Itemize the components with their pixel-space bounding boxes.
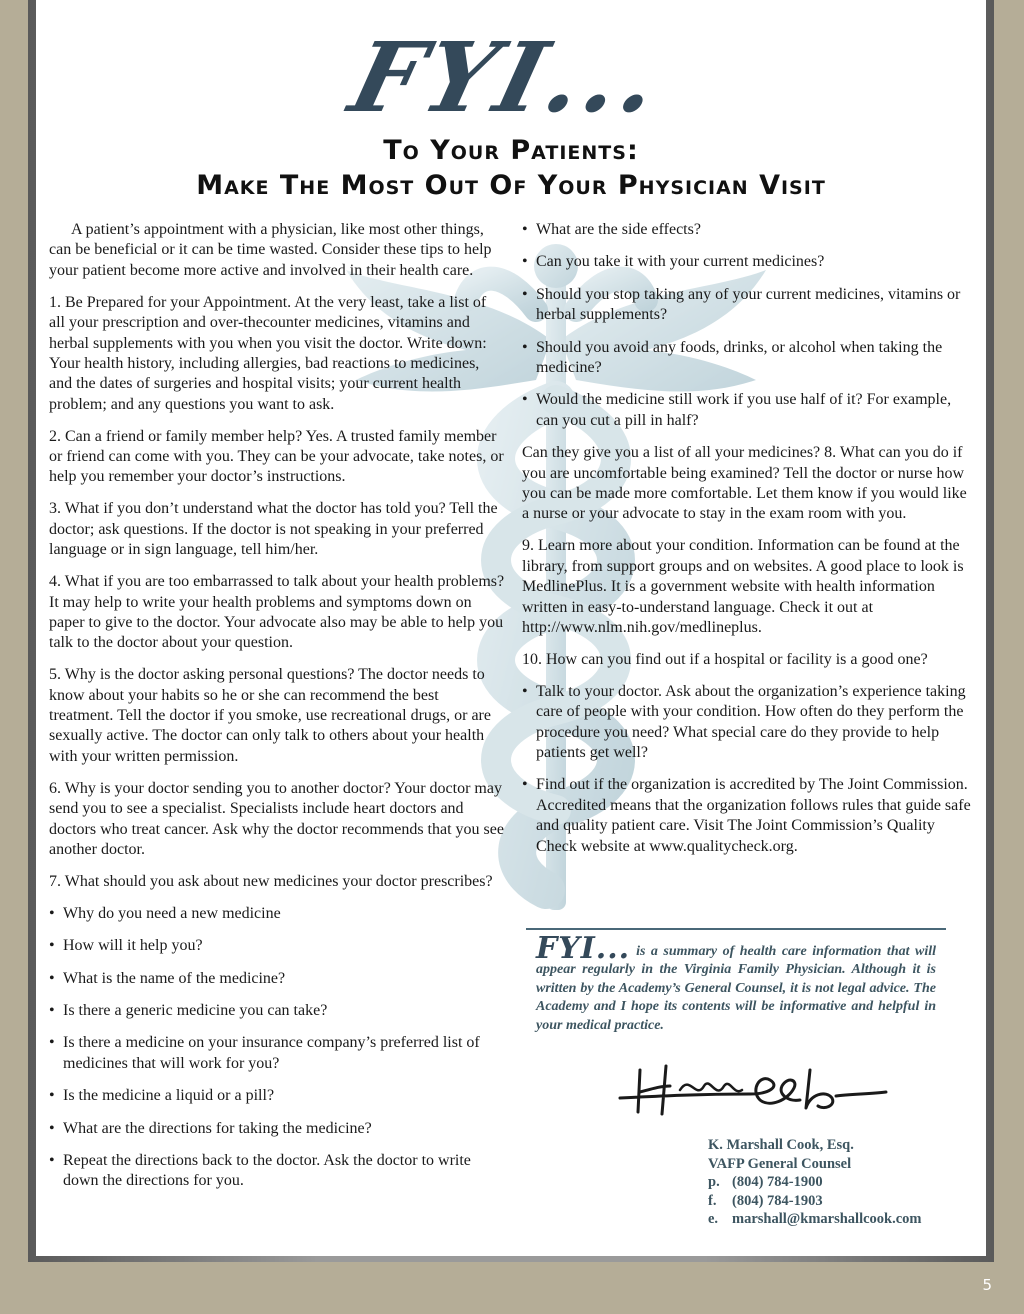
fax-number: (804) 784-1903 (732, 1192, 823, 1209)
paragraph-4: 4. What if you are too embarrassed to talk about your health problems? It may help to write your health problems and symptoms down on paper to give to the doctor. Your advocate also may be able to help you talk to the doctor about your question. (49, 573, 505, 652)
paragraph-8: Can they give you a list of all your medicines? 8. What can you do if you are uncomfortable being examined? Tell the doctor or nurse how you can be made more comfortable. Let them know if you would like a nurse or your advocate to stay in the exam room with you. (522, 444, 967, 523)
paragraph-10: 10. How can you find out if a hospital or facility is a good one? (522, 650, 928, 668)
signer-name: K. Marshall Cook, Esq. (708, 1137, 854, 1153)
footer-band (0, 1262, 1024, 1314)
list-item: • Should you stop taking any of your current medicines, vitamins or herbal supplements? (522, 285, 974, 326)
signer-title: VAFP General Counsel (708, 1155, 852, 1172)
phone-label: p. (708, 1174, 720, 1190)
divider (526, 928, 946, 930)
fyi-summary-text: is a summary of health care information that will appear regularly in the Virginia Family Physician. Although it is written by the Academy’s General Counsel, it is not legal advice. The Academy and I hope its contents will be informative and helpful in your medical practice. (536, 944, 936, 1033)
list-item: • What is the name of the medicine? (49, 969, 505, 989)
page-title-line1: To Your Patients: (383, 135, 639, 166)
document-page (36, 0, 986, 1256)
intro-paragraph: A patient’s appointment with a physician, like most other things, can be beneficial or it can be time wasted. Consider these tips to help your patient become more active and involved in their health care. (49, 221, 492, 279)
phone-row (708, 1173, 922, 1192)
paragraph-6: 6. Why is your doctor sending you to another doctor? Your doctor may send you to see a specialist. Specialists include heart doctors and doctors who treat cancer. Ask why the doctor recommends that you see another doctor. (49, 779, 504, 858)
fax-row (708, 1192, 922, 1211)
right-column (522, 220, 974, 869)
list-item: • What are the directions for taking the medicine? (49, 1119, 505, 1139)
list-item: • Repeat the directions back to the doctor. Ask the doctor to write down the directions for you. (49, 1151, 505, 1192)
email-link[interactable]: marshall@kmarshallcook.com (732, 1211, 922, 1227)
list-item: • What are the side effects? (522, 220, 974, 240)
paragraph-9: 9. Learn more about your condition. Information can be found at the library, from support groups and on websites. A good place to look is MedlinePlus. It is a government website with health information written in easy-to-understand language. Check it out at http://www.nlm.nih.gov/medlineplus. (522, 537, 964, 636)
left-column (49, 220, 505, 1204)
medicine-questions-list (49, 904, 505, 1192)
fyi-mini-logo: FYI... (536, 931, 631, 966)
list-item: • Why do you need a new medicine (49, 904, 505, 924)
list-item: • Would the medicine still work if you use half of it? For example, can you cut a pill in half? (522, 390, 974, 431)
email-row (708, 1210, 922, 1229)
list-item: • Can you take it with your current medicines? (522, 252, 974, 272)
phone-number: (804) 784-1900 (732, 1174, 823, 1190)
page-number: 5 (982, 1276, 992, 1294)
paragraph-2: 2. Can a friend or family member help? Yes. A trusted family member or friend can come with you. They can be your advocate, take notes, or help you remember your doctor’s instructions. (49, 427, 504, 486)
list-item: • Should you avoid any foods, drinks, or alcohol when taking the medicine? (522, 338, 974, 379)
list-item: • Is the medicine a liquid or a pill? (49, 1086, 505, 1106)
page-title-line2: Make The Most Out Of Your Physician Visit (196, 170, 826, 201)
signature-block (708, 1136, 922, 1229)
fyi-summary-box (536, 931, 936, 1035)
paragraph-5: 5. Why is the doctor asking personal questions? The doctor needs to know about your habits so he or she can recommend the best treatment. Tell the doctor if you smoke, use recreational drugs, or are sexually active. The doctor can only talk to others about your health with your written permission. (49, 666, 491, 765)
fax-label: f. (708, 1192, 717, 1209)
list-item: • How will it help you? (49, 936, 505, 956)
paragraph-3: 3. What if you don’t understand what the doctor has told you? Tell the doctor; ask questions. If the doctor is not speaking in your preferred language or in sign language, tell him/her. (49, 500, 498, 559)
list-item: • Talk to your doctor. Ask about the organization’s experience taking care of people with your condition. How often do they perform the procedure you need? What special care do they provide to help patients get well? (522, 682, 974, 764)
email-label: e. (708, 1211, 719, 1227)
paragraph-1: 1. Be Prepared for your Appointment. At the very least, take a list of all your prescription and over-thecounter medicines, vitamins and herbal supplements with you when you visit the doctor. Write down: Your health history, including allergies, bad reactions to medicines, and the dates of surgeries and hospital visits; your current health problem; and any questions you want to ask. (49, 293, 487, 413)
medicine-questions-continued-list (522, 220, 974, 431)
list-item: • Is there a generic medicine you can take? (49, 1001, 505, 1021)
paragraph-7: 7. What should you ask about new medicines your doctor prescribes? (49, 872, 493, 890)
hospital-tips-list (522, 682, 974, 857)
signature-icon (600, 1050, 890, 1130)
list-item: • Is there a medicine on your insurance company’s preferred list of medicines that will work for you? (49, 1033, 505, 1074)
fyi-logo: FYI... (340, 21, 675, 134)
list-item: • Find out if the organization is accredited by The Joint Commission. Accredited means that the organization follows rules that guide safe and quality patient care. Visit The Joint Commission’s Quality Check website at www.qualitycheck.org. (522, 775, 974, 857)
